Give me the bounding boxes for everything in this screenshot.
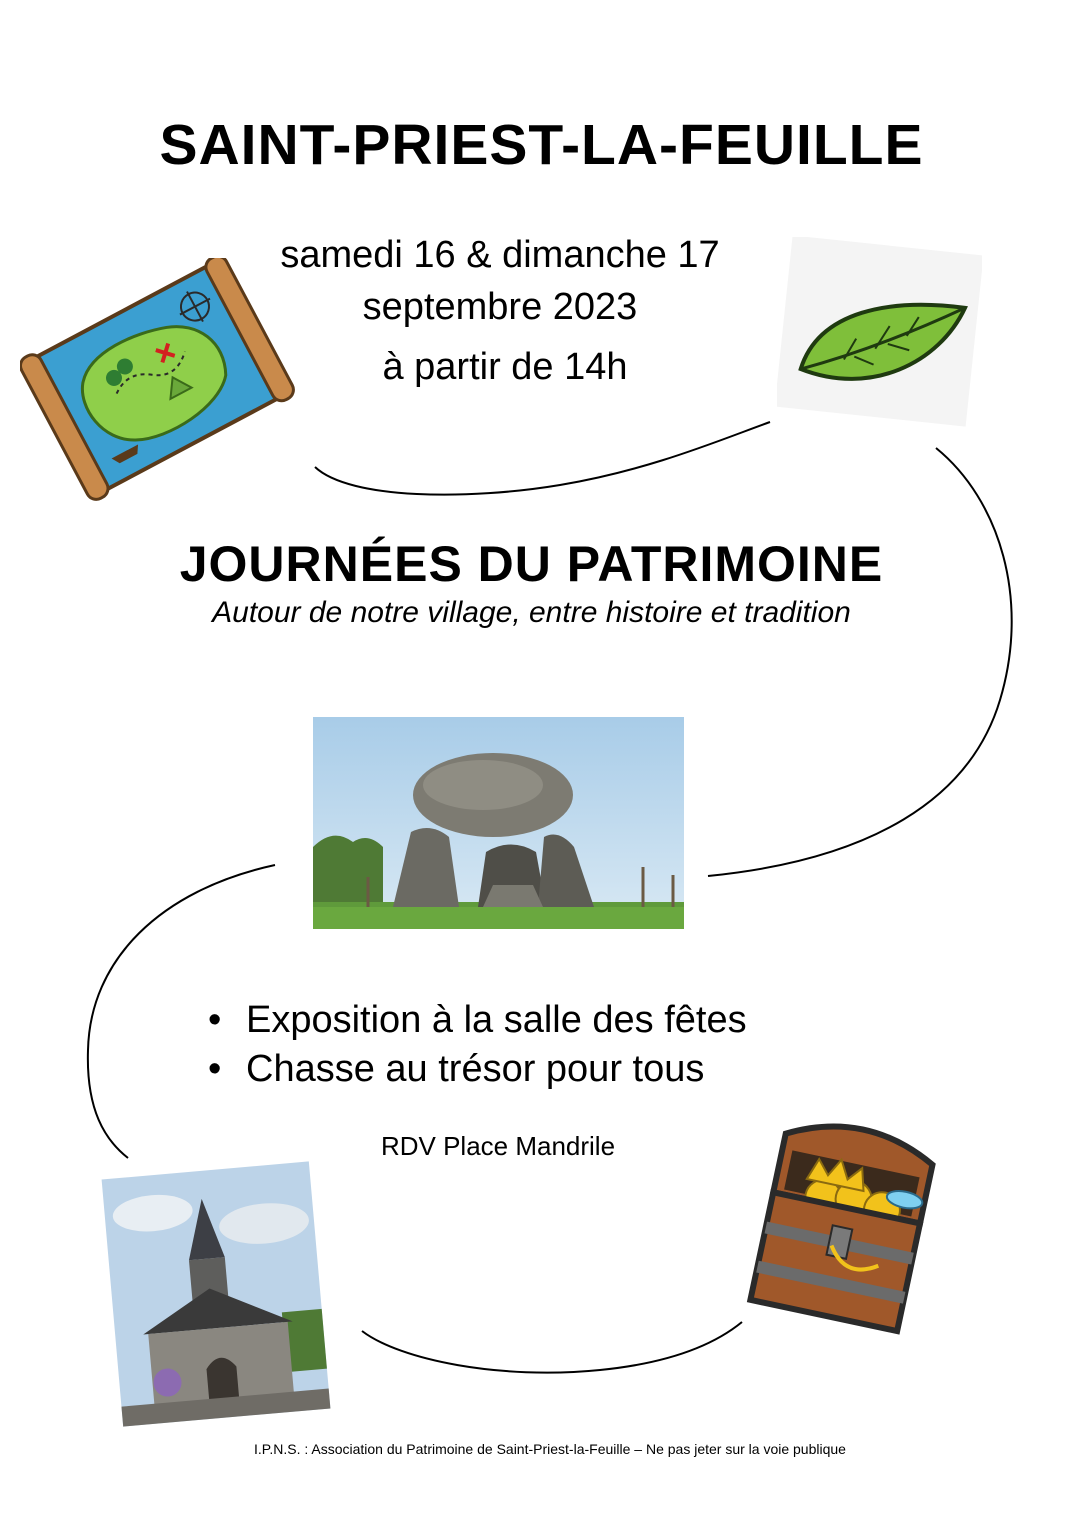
event-tagline: Autour de notre village, entre histoire et tradition [212,596,851,629]
dates-line-2: septembre 2023 [362,286,638,328]
list-item: • Chasse au trésor pour tous [208,1045,747,1094]
event-dates [0,229,1000,333]
dolmen-photo [313,717,684,929]
list-item: • Exposition à la salle des fêtes [208,996,747,1045]
activity-list [208,996,747,1094]
church-photo [100,1158,332,1430]
event-time: à partir de 14h [382,346,628,388]
town-title: SAINT-PRIEST-LA-FEUILLE [159,113,924,177]
path-line-bottom [362,1322,742,1373]
path-line-right [708,448,1012,876]
meeting-point: RDV Place Mandrile [380,1131,616,1161]
dates-line-1: samedi 16 & dimanche 17 [280,234,720,276]
event-title: JOURNÉES DU PATRIMOINE [179,536,884,592]
path-line-top [315,422,770,495]
footer-note: I.P.N.S. : Association du Patrimoine de Saint-Priest-la-Feuille – Ne pas jeter sur la voie publique [254,1441,846,1457]
